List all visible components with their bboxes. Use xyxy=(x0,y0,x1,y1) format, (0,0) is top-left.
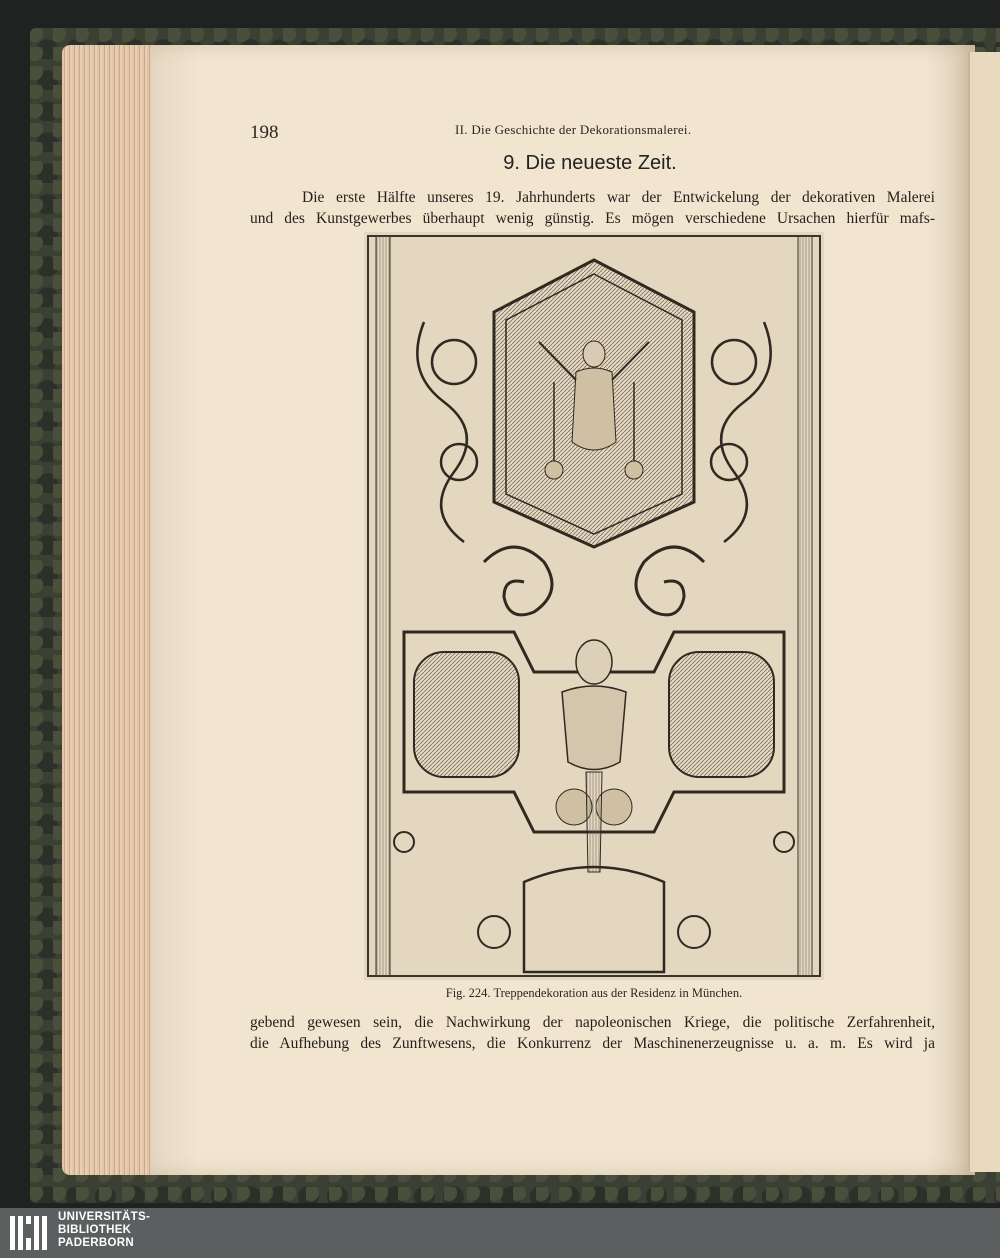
logo-line: BIBLIOTHEK xyxy=(58,1224,132,1236)
library-logo-icon xyxy=(8,1210,50,1254)
ornament-engraving xyxy=(364,232,824,980)
logo-line: PADERBORN xyxy=(58,1237,134,1249)
library-footer-bar xyxy=(0,1208,1000,1258)
text-line: und des Kunstgewerbes überhaupt wenig günstig. Es mögen verschiedene Ursachen hierfür mafs- xyxy=(250,210,935,227)
text-line: Die erste Hälfte unseres 19. Jahrhunderts war der Entwickelung der dekorativen Malerei xyxy=(302,189,935,206)
library-logo-text xyxy=(58,1211,150,1250)
logo-line: UNIVERSITÄTS- xyxy=(58,1211,151,1223)
engraving-illustration xyxy=(364,232,824,980)
text-line: gebend gewesen sein, die Nachwirkung der napoleonischen Kriege, die politische Zerfahrenheit, xyxy=(250,1014,935,1031)
chapter-heading: 9. Die neueste Zeit. xyxy=(503,152,677,174)
facing-page-edge xyxy=(968,52,1000,1172)
text-line: die Aufhebung des Zunftwesens, die Konkurrenz der Maschinenerzeugnisse u. a. m. Es wird ja xyxy=(250,1035,935,1052)
running-section-title: II. Die Geschichte der Dekorationsmalerei. xyxy=(455,122,692,137)
paragraph-intro xyxy=(250,187,935,229)
paragraph-continuation xyxy=(250,1012,935,1054)
page-edges xyxy=(62,45,162,1175)
page-number: 198 xyxy=(250,122,279,143)
running-head xyxy=(250,122,950,146)
figure-caption: Fig. 224. Treppendekoration aus der Residenz in München. xyxy=(445,986,743,1000)
